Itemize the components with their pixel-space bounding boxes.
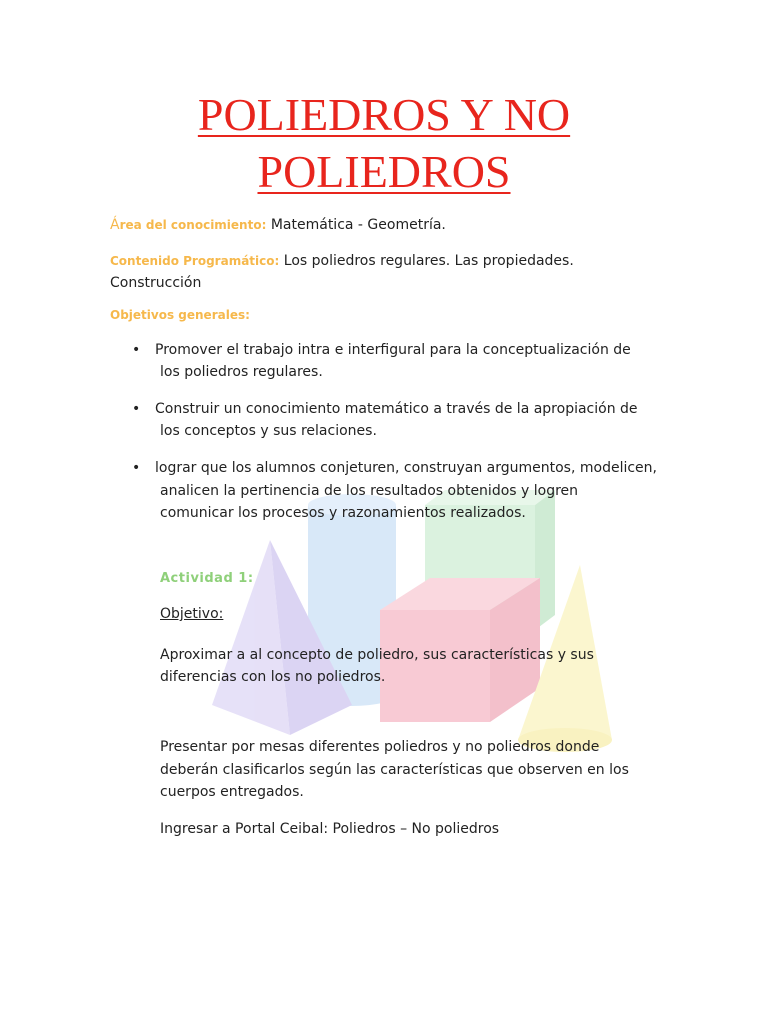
objective-text-line-2: diferencias con los no poliedros. bbox=[160, 669, 386, 685]
bullet-dot: • bbox=[132, 342, 141, 358]
area-label-initial: Á bbox=[110, 217, 120, 233]
area-label: rea del conocimiento: bbox=[119, 218, 267, 232]
area-value: Matemática - Geometría. bbox=[266, 217, 446, 233]
presentar-line-3: cuerpos entregados. bbox=[160, 784, 304, 800]
page-title bbox=[0, 86, 768, 200]
objective-2-line-2: los conceptos y sus relaciones. bbox=[160, 423, 377, 439]
contenido-row bbox=[110, 250, 574, 272]
objetivos-label: Objetivos generales: bbox=[110, 308, 250, 322]
area-row bbox=[110, 214, 446, 236]
presentar-line-1: Presentar por mesas diferentes poliedros y no poliedros donde bbox=[160, 739, 600, 755]
objective-2-line-1: Construir un conocimiento matemático a través de la apropiación de bbox=[155, 401, 638, 417]
objective-3-line-2: analicen la pertinencia de los resultados obtenidos y logren bbox=[160, 483, 579, 499]
objective-1-line-2: los poliedros regulares. bbox=[160, 364, 323, 380]
activity-heading: Actividad 1: bbox=[160, 571, 254, 586]
contenido-label: Contenido Programático: bbox=[110, 254, 280, 268]
bullet-dot: • bbox=[132, 460, 141, 476]
contenido-value: Los poliedros regulares. Las propiedades. bbox=[279, 253, 574, 269]
title-line-1: POLIEDROS Y NO bbox=[197, 89, 571, 140]
objective-3-line-3: comunicar los procesos y razonamientos realizados. bbox=[160, 505, 526, 521]
objective-text-line-1: Aproximar a al concepto de poliedro, sus características y sus bbox=[160, 647, 594, 663]
objective-3-line-1: lograr que los alumnos conjeturen, construyan argumentos, modelicen, bbox=[155, 460, 657, 476]
portal-ceibal-line: Ingresar a Portal Ceibal: Poliedros – No poliedros bbox=[160, 821, 500, 837]
objective-heading: Objetivo: bbox=[160, 606, 224, 622]
presentar-line-2: deberán clasificarlos según las características que observen en los bbox=[160, 762, 629, 778]
contenido-value-continued: Construcción bbox=[110, 275, 202, 291]
title-line-2: POLIEDROS bbox=[257, 146, 511, 197]
bullet-dot: • bbox=[132, 401, 141, 417]
objective-1-line-1: Promover el trabajo intra e interfigural para la conceptualización de bbox=[155, 342, 631, 358]
